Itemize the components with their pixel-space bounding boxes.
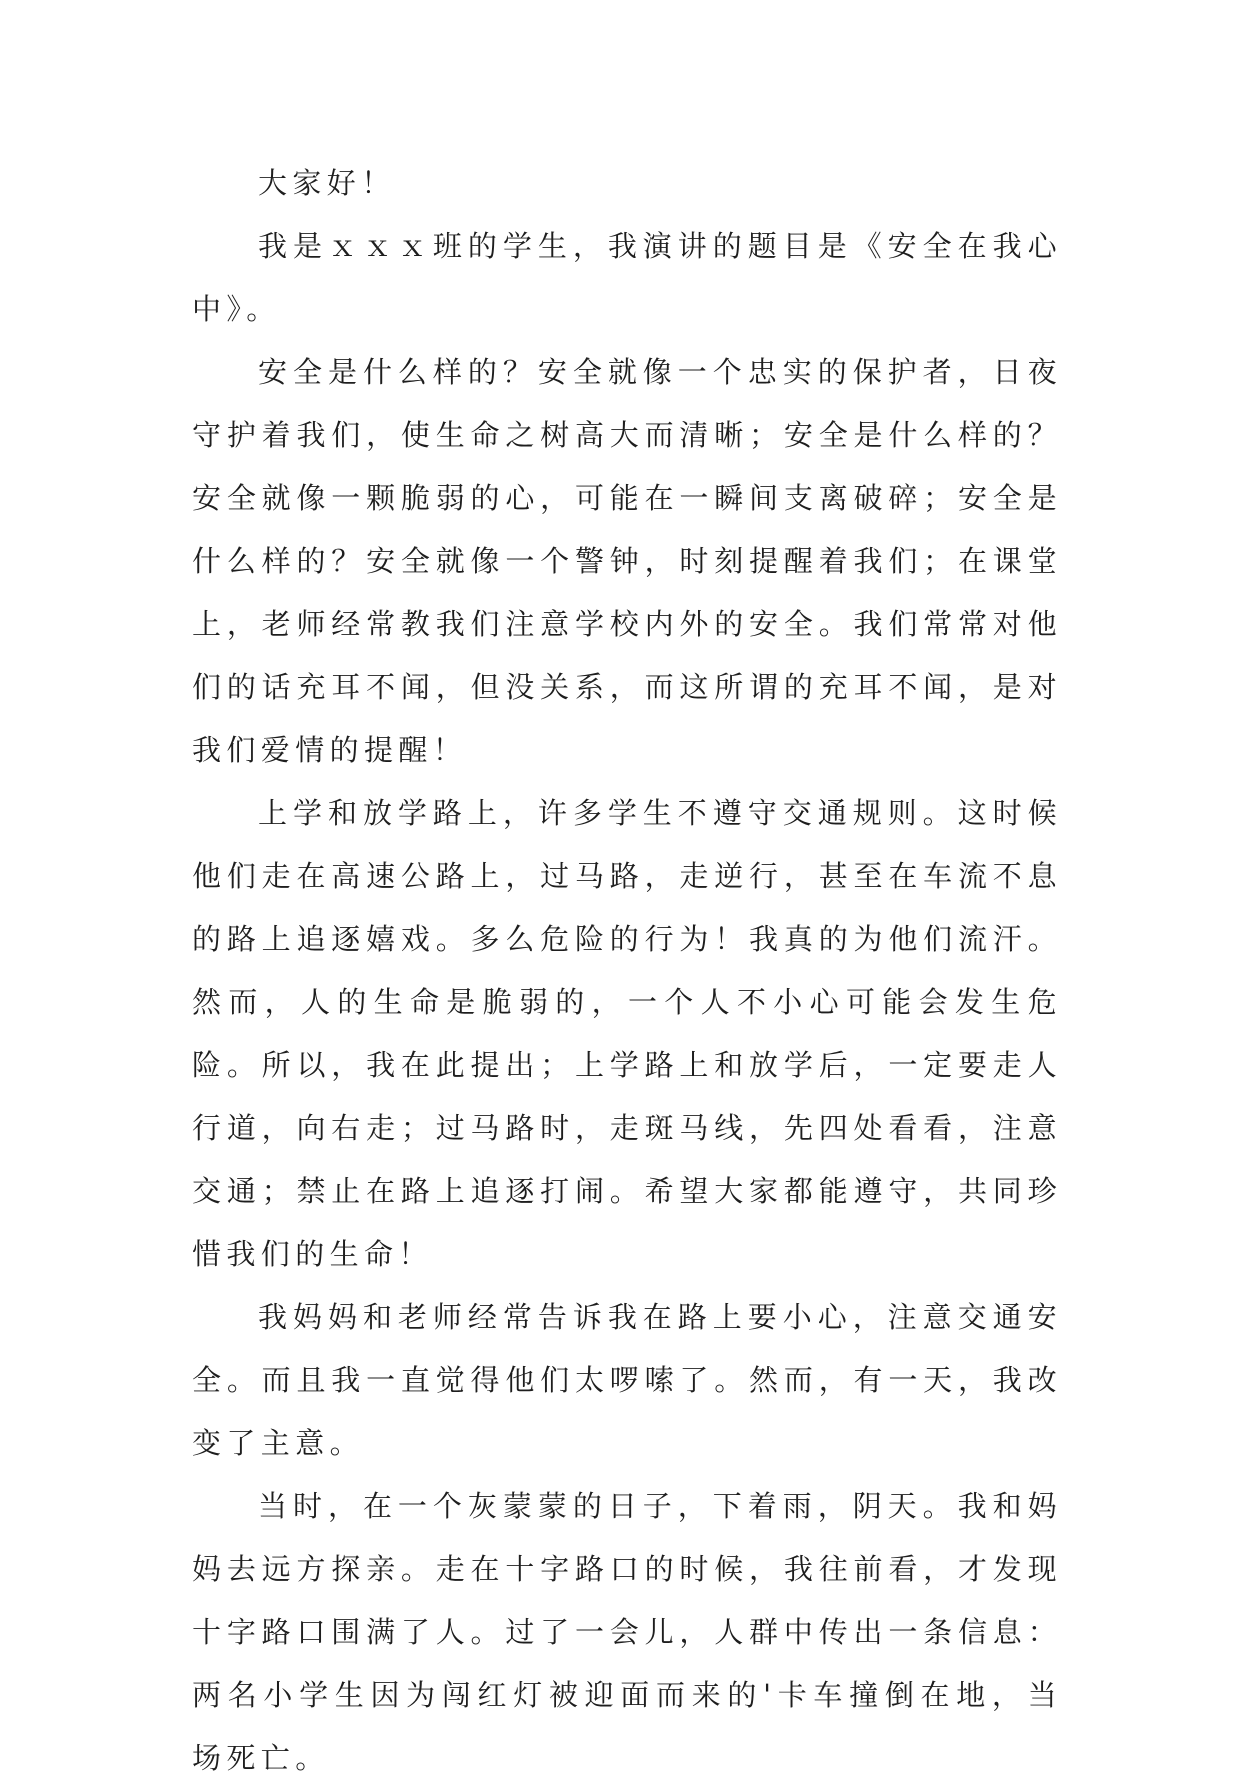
intro-paragraph: 我是ｘｘｘ班的学生，我演讲的题目是《安全在我心中》。 xyxy=(192,229,1062,326)
document-body xyxy=(192,152,1062,1790)
accident-story-paragraph: 当时，在一个灰蒙蒙的日子，下着雨，阴天。我和妈妈去远方探亲。走在十字路口的时候，我往前看，才发现十字路口围满了人。过了一会儿，人群中传出一条信息：两名小学生因为闯红灯被迎面而来的'卡车撞倒在地，当场死亡。 xyxy=(192,1489,1062,1775)
greeting-paragraph: 大家好！ xyxy=(258,166,396,200)
mother-advice-paragraph: 我妈妈和老师经常告诉我在路上要小心，注意交通安全。而且我一直觉得他们太啰嗦了。然而，有一天，我改变了主意。 xyxy=(192,1300,1062,1460)
traffic-rules-paragraph: 上学和放学路上，许多学生不遵守交通规则。这时候他们走在高速公路上，过马路，走逆行，甚至在车流不息的路上追逐嬉戏。多么危险的行为！我真的为他们流汗。然而，人的生命是脆弱的，一个人不小心可能会发生危险。所以，我在此提出；上学路上和放学后，一定要走人行道，向右走；过马路时，走斑马线，先四处看看，注意交通；禁止在路上追逐打闹。希望大家都能遵守，共同珍惜我们的生命！ xyxy=(192,796,1062,1271)
safety-description-paragraph: 安全是什么样的？安全就像一个忠实的保护者，日夜守护着我们，使生命之树高大而清晰；安全是什么样的？安全就像一颗脆弱的心，可能在一瞬间支离破碎；安全是什么样的？安全就像一个警钟，时刻提醒着我们；在课堂上，老师经常教我们注意学校内外的安全。我们常常对他们的话充耳不闻，但没关系，而这所谓的充耳不闻，是对我们爱情的提醒！ xyxy=(192,355,1062,767)
